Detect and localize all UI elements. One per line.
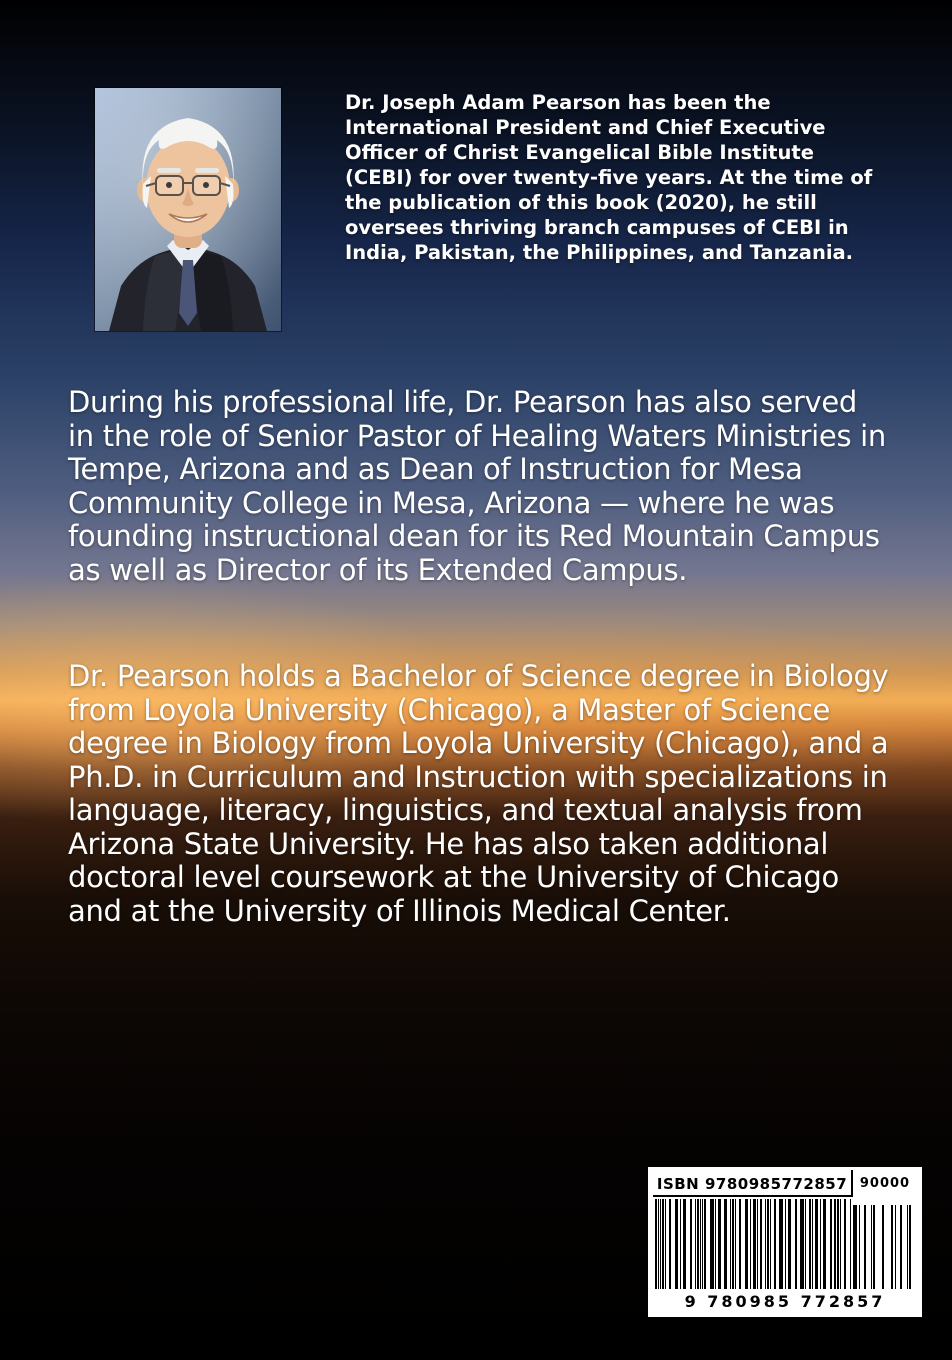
price-code-label: 90000 [851,1170,917,1197]
author-photo [95,88,281,331]
barcode-bars-main [655,1199,851,1289]
paragraph-career: During his professional life, Dr. Pearson has also served in the role of Senior Pastor of Healing Waters Ministries in Tempe, Arizona and as Dean of Instruction for Mesa Community College in Mesa, Arizona — where he was founding instructional dean for its Red Mountain Campus as well as Director of its Extended Campus. [68,385,887,587]
paragraph-education: Dr. Pearson holds a Bachelor of Science degree in Biology from Loyola University (Chicago), a Master of Science degree in Biology from Loyola University (Chicago), and a Ph.D. in Curriculum and Instruction with specializations in language, literacy, linguistics, and textual analysis from Arizona State University. He has also taken additional doctoral level coursework at the University of Chicago and at the University of Illinois Medical Center. [68,659,889,928]
barcode-bars-addon [853,1205,917,1289]
barcode-bars-row [653,1197,917,1289]
author-portrait-illustration [95,88,281,331]
isbn-label: ISBN 9780985772857 [653,1170,851,1197]
barcode-digits: 9 780985 772857 [653,1289,917,1313]
barcode-block [648,1167,922,1317]
author-bio-text: Dr. Joseph Adam Pearson has been the International President and Chief Executive Officer of Christ Evangelical Bible Institute (CEBI) for over twenty-five years. At the time of the publication of this book (2020), he still oversees thriving branch campuses of CEBI in India, Pakistan, the Philippines, and Tanzania. [345,91,873,264]
barcode-header [653,1170,917,1197]
